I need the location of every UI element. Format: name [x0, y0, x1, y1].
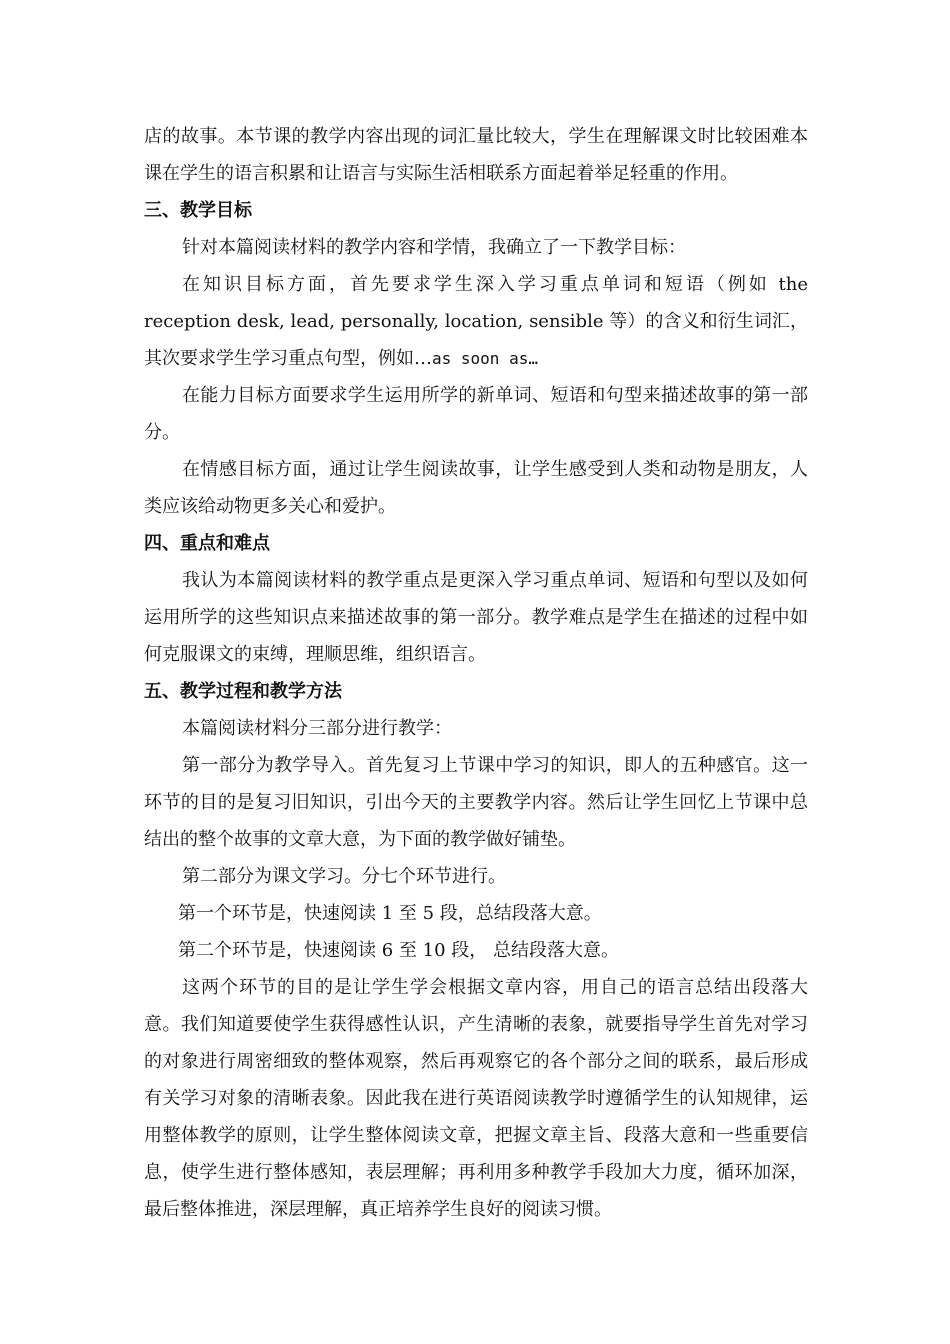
- paragraph-steps-purpose: 这两个环节的目的是让学生学会根据文章内容，用自己的语言总结出段落大意。我们知道要使学生获得感性认识，产生清晰的表象，就要指导学生首先对学习的对象进行周密细致的整体观察，然后再观察它的各个部分之间的联系，最后形成有关学习对象的清晰表象。因此我在进行英语阅读教学时遵循学生的认知规律，运用整体教学的原则，让学生整体阅读文章，把握文章主旨、段落大意和一些重要信息，使学生进行整体感知，表层理解；再利用多种教学手段加大力度，循环加深，最后整体推进，深层理解，真正培养学生良好的阅读习惯。: [144, 977, 808, 1220]
- paragraph-intro-continuation: 店的故事。本节课的教学内容出现的词汇量比较大，学生在理解课文时比较困难本课在学生的语言积累和让语言与实际生活相联系方面起着举足轻重的作用。: [144, 126, 808, 184]
- paragraph-emotional-objective: 在情感目标方面，通过让学生阅读故事，让学生感受到人类和动物是朋友，人类应该给动物更多关心和爱护。: [144, 459, 808, 517]
- section-heading-teaching-objectives: 三、教学目标: [144, 200, 252, 221]
- section-heading-teaching-process: 五、教学过程和教学方法: [144, 681, 342, 702]
- paragraph-key-points: 我认为本篇阅读材料的教学重点是更深入学习重点单词、短语和句型以及如何运用所学的这些知识点来描述故事的第一部分。教学难点是学生在描述的过程中如何克服课文的束缚，理顺思维，组织语言。: [144, 570, 808, 665]
- section-heading-key-points: 四、重点和难点: [144, 533, 270, 554]
- paragraph-step-two: 第二个环节是，快速阅读 6 至 10 段， 总结段落大意。: [178, 940, 619, 961]
- paragraph-objectives-intro: 针对本篇阅读材料的教学内容和学情，我确立了一下教学目标：: [182, 237, 686, 258]
- paragraph-step-one: 第一个环节是，快速阅读 1 至 5 段，总结段落大意。: [178, 903, 602, 924]
- paragraph-part-two: 第二部分为课文学习。分七个环节进行。: [182, 866, 506, 887]
- key-sentence-pattern: as soon as…: [432, 349, 538, 368]
- document-body: [144, 118, 808, 1228]
- paragraph-knowledge-objective: [144, 266, 808, 377]
- paragraph-ability-objective: 在能力目标方面要求学生运用所学的新单词、短语和句型来描述故事的第一部分。: [144, 385, 808, 443]
- paragraph-part-one: 第一部分为教学导入。首先复习上节课中学习的知识，即人的五种感官。这一环节的目的是复习旧知识，引出今天的主要教学内容。然后让学生回忆上节课中总结出的整个故事的文章大意，为下面的教学做好铺垫。: [144, 755, 808, 850]
- paragraph-process-intro: 本篇阅读材料分三部分进行教学：: [182, 718, 452, 739]
- knowledge-objective-text: 在知识目标方面，首先要求学生深入学习重点单词和短语（例如 the reception desk, lead, personally, location, sensible 等）的含义和衍生词汇，其次要求学生学习重点句型，例如…: [144, 274, 808, 369]
